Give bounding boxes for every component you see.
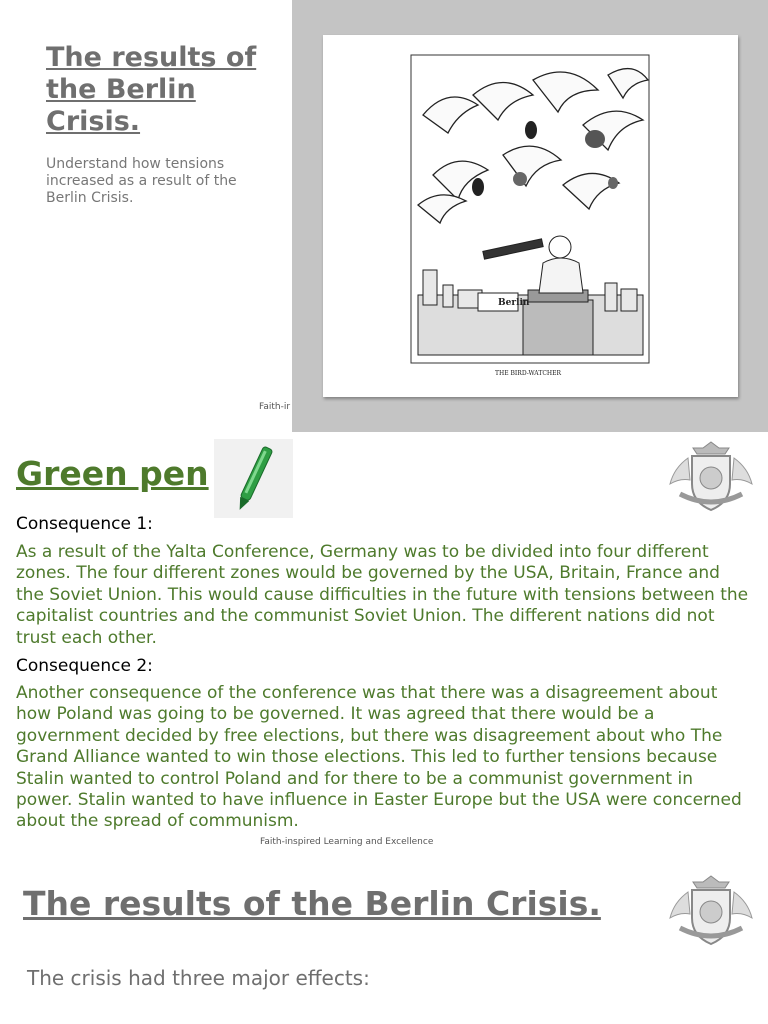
slide1-subtitle: Understand how tensions increased as a result of the Berlin Crisis. xyxy=(46,156,237,206)
consequence2-label: Consequence 2: xyxy=(16,656,153,676)
consequence2-text: Another consequence of the conference was that there was a disagreement about how Poland was going to be governed. It was agreed that there would be a government decided by free elections, but there was disagreement about who The Grand Alliance wanted to win those elections. This led to further tensions because Stalin wanted to control Poland and for there to be a communist government in power. Stalin wanted to have influence in Easter Europe but the USA were concerned about the spread of communism. xyxy=(16,683,742,832)
consequence1-text: As a result of the Yalta Conference, Germany was to be divided into four different zones. The four different zones would be governed by the USA, Britain, France and the Soviet Union. This would cause difficulties in the future with tensions between the capitalist countries and the communist Soviet Union. The different nations did not trust each other. xyxy=(16,542,749,648)
school-crest-icon xyxy=(666,438,756,518)
slide1-footer: Faith-ir xyxy=(259,402,291,412)
cartoon-caption: THE BIRD-WATCHER xyxy=(495,370,562,377)
slide2-footer: Faith-inspired Learning and Excellence xyxy=(260,837,434,847)
cartoon-label: Berlin xyxy=(498,298,530,308)
slide1-title: The results of the Berlin Crisis. xyxy=(46,42,257,137)
cartoon-image xyxy=(323,35,738,397)
slide2-title: Green pen xyxy=(16,454,209,493)
school-crest-icon xyxy=(666,872,756,952)
slide3-title: The results of the Berlin Crisis. xyxy=(23,884,601,923)
green-pen-icon xyxy=(214,439,293,518)
slide3-body: The crisis had three major effects: xyxy=(27,966,370,990)
consequence1-label: Consequence 1: xyxy=(16,514,153,534)
